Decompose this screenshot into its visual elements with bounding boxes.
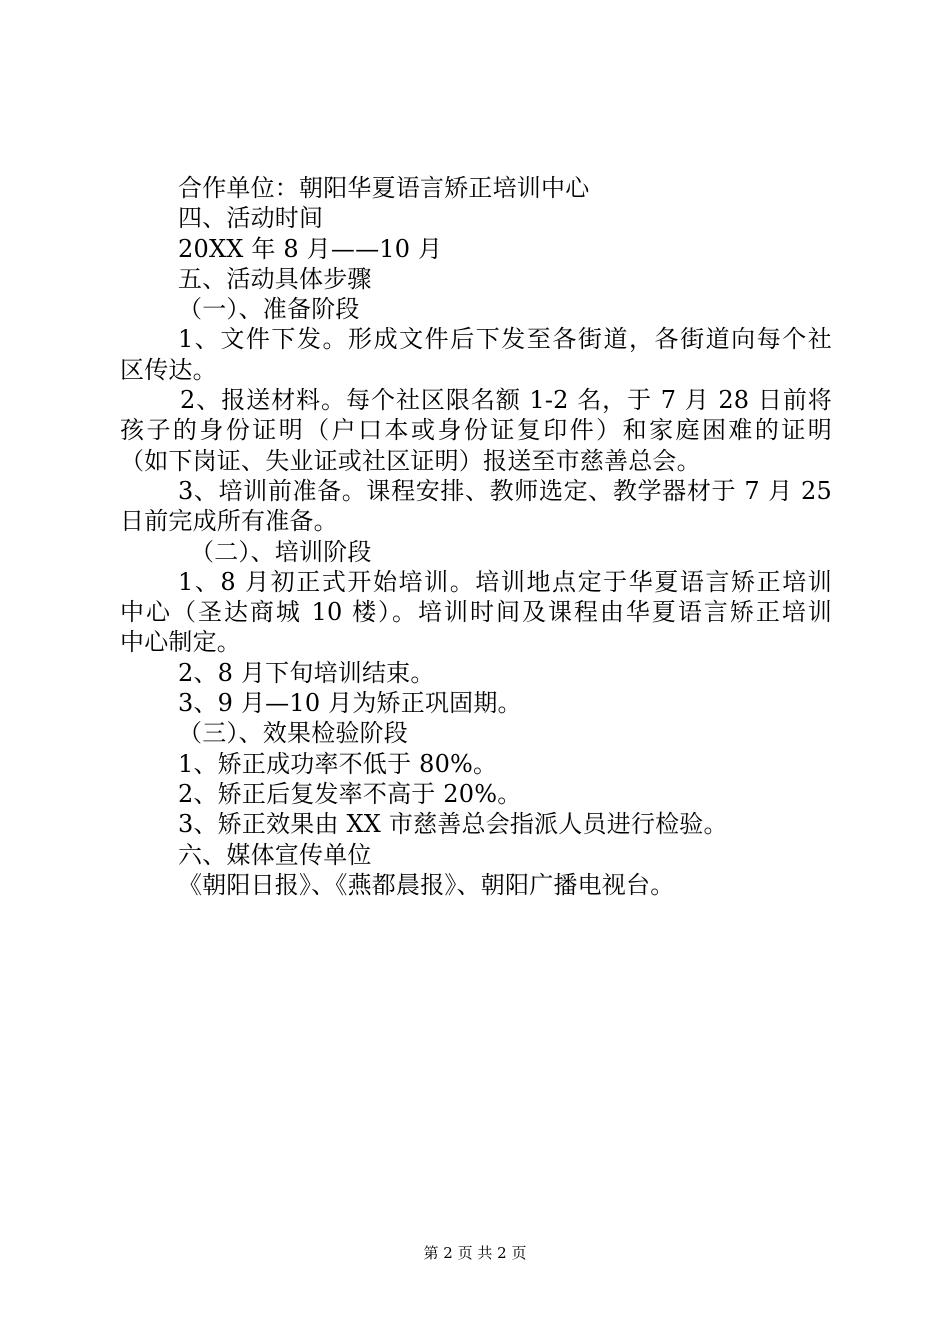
text-line: 3、培训前准备。课程安排、教师选定、教学器材于 7 月 25 [178, 476, 832, 505]
text-line: 2、8 月下旬培训结束。 [178, 658, 435, 687]
subsection-heading: （二）、培训阶段 [190, 537, 372, 566]
text-line: 3、矫正效果由 XX 市慈善总会指派人员进行检验。 [178, 810, 728, 839]
text-line: （如下岗证、失业证或社区证明）报送至市慈善总会。 [120, 446, 701, 475]
text-line: 2、报送材料。每个社区限名额 1-2 名，于 7 月 28 日前将 [180, 386, 832, 415]
text-line: 20XX 年 8 月——10 月 [178, 234, 443, 263]
text-line: 1、矫正成功率不低于 80%。 [178, 749, 498, 778]
section-heading: 五、活动具体步骤 [178, 264, 372, 293]
subsection-heading: （一）、准备阶段 [178, 295, 360, 324]
text-line: 合作单位：朝阳华夏语言矫正培训中心 [178, 174, 590, 202]
text-line: 中心制定。 [120, 628, 241, 657]
text-line: 《朝阳日报》、《燕都晨报》、朝阳广播电视台。 [178, 870, 675, 899]
text-line: 区传达。 [120, 355, 217, 384]
text-line: 2、矫正后复发率不高于 20%。 [178, 779, 522, 808]
section-heading: 六、媒体宣传单位 [178, 840, 372, 869]
text-line: 孩子的身份证明（户口本或身份证复印件）和家庭困难的证明 [120, 416, 832, 445]
text-line: 1、文件下发。形成文件后下发至各街道，各街道向每个社 [178, 325, 832, 354]
text-line: 日前完成所有准备。 [120, 507, 338, 536]
page-footer: 第 2 页 共 2 页 [423, 1244, 527, 1262]
subsection-heading: （三）、效果检验阶段 [178, 719, 408, 748]
text-line: 中心（圣达商城 10 楼）。培训时间及课程由华夏语言矫正培训 [120, 598, 832, 627]
text-line: 1、8 月初正式开始培训。培训地点定于华夏语言矫正培训 [178, 567, 832, 596]
section-heading: 四、活动时间 [178, 204, 324, 233]
text-line: 3、9 月—10 月为矫正巩固期。 [178, 689, 522, 718]
document-body [120, 173, 832, 900]
